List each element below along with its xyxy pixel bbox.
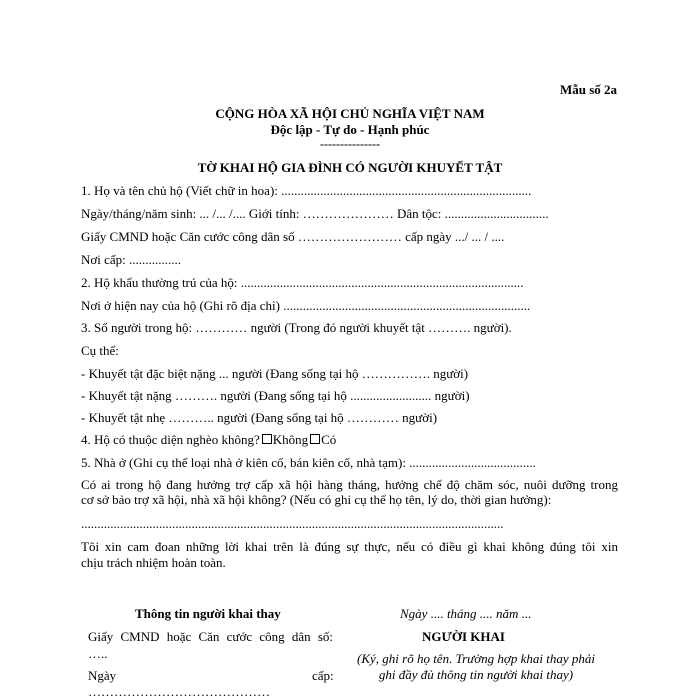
proxy-id-label: Giấy CMND hoặc Căn cước công dân số:: [88, 629, 333, 644]
declarant-note-1: (Ký, ghi rõ họ tên. Trường hợp khai thay phải: [357, 651, 595, 666]
commitment-line-2: chịu trách nhiệm hoàn toàn.: [81, 555, 226, 570]
field-head-name: 1. Họ và tên chủ hộ (Viết chữ in hoa): .............................................................................: [81, 183, 532, 198]
field-welfare-line-1: Có ai trong hộ đang hưởng trợ cấp xã hội hàng tháng, hưởng chế độ chăm sóc, nuôi dưỡng trong: [81, 477, 618, 492]
field-light-disability: - Khuyết tật nhẹ ……….. người (Đang sống tại hộ ………… người): [81, 410, 438, 425]
form-number: Mẫu số 2a: [559, 82, 617, 97]
field-current-address: Nơi ở hiện nay của hộ (Ghi rõ địa chỉ) ............................................................................: [81, 298, 531, 313]
field-permanent-residence: 2. Hộ khẩu thường trú của hộ: .......................................................................................: [81, 275, 524, 290]
field-welfare-line-3: ..................................................................................................................................: [81, 516, 504, 531]
poverty-no-label: Không: [272, 432, 309, 447]
checkbox-no[interactable]: [262, 434, 272, 444]
declaration-date: Ngày .... tháng .... năm ...: [400, 606, 532, 621]
poverty-question: 4. Hộ có thuộc diện nghèo không?: [81, 432, 260, 447]
field-household-size: 3. Số người trong hộ: ………… người (Trong đó người khuyết tật ………. người).: [81, 320, 512, 335]
proxy-date-label: Ngày: [88, 668, 117, 683]
nation-header: CỘNG HÒA XÃ HỘI CHỦ NGHĨA VIỆT NAM: [215, 106, 485, 121]
proxy-title: Thông tin người khai thay: [135, 606, 281, 621]
declarant-title: NGƯỜI KHAI: [422, 629, 505, 644]
field-welfare-line-2: cơ sở bảo trợ xã hội, nhà xã hội không? (Nếu có ghi cụ thể họ tên, lý do, thời gian hưởng):: [81, 492, 552, 507]
proxy-issued-label: cấp:: [312, 668, 334, 683]
poverty-yes-label: Có: [321, 432, 337, 447]
proxy-id-dots: …..: [88, 646, 108, 661]
form-title: TỜ KHAI HỘ GIA ĐÌNH CÓ NGƯỜI KHUYẾT TẬT: [197, 160, 503, 175]
field-housing: 5. Nhà ở (Ghi cụ thể loại nhà ở kiên cố, bán kiên cố, nhà tạm): .......................................: [81, 455, 536, 470]
field-severe-disability: - Khuyết tật đặc biệt nặng ... người (Đang sống tại hộ ……………. người): [81, 366, 469, 381]
field-id-number: Giấy CMND hoặc Căn cước công dân số …………………… cấp ngày .../ ... / ....: [81, 229, 505, 244]
field-issued-place: Nơi cấp: ................: [81, 252, 182, 267]
commitment-line-1: Tôi xin cam đoan những lời khai trên là đúng sự thực, nếu có điều gì khai không đúng tôi xin: [81, 539, 618, 554]
motto: Độc lập - Tự do - Hạnh phúc: [270, 122, 430, 137]
field-dob-gender-ethnicity: Ngày/tháng/năm sinh: ... /... /.... Giới tính: ………………… Dân tộc: ................................: [81, 206, 549, 221]
field-heavy-disability: - Khuyết tật nặng ………. người (Đang sống tại hộ ......................... người): [81, 388, 470, 403]
checkbox-yes[interactable]: [310, 434, 320, 444]
field-poverty: [81, 432, 336, 448]
proxy-date-dots: ……………………………………: [88, 684, 270, 699]
declarant-note-2: ghi đầy đủ thông tin người khai thay): [378, 667, 574, 682]
header-separator: ---------------: [320, 137, 380, 151]
field-detail-label: Cụ thể:: [81, 343, 119, 358]
